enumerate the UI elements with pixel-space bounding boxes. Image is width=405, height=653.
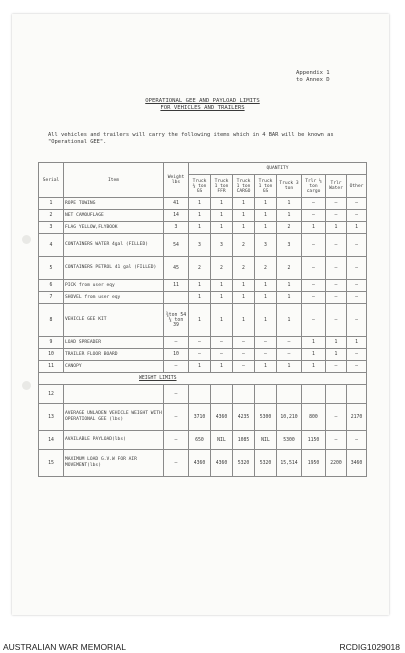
table-row (39, 257, 367, 280)
row-weight: ¾ton 54 ¼ ton 39 (164, 304, 189, 337)
quantity-cell (255, 385, 277, 404)
quantity-cell: 1 (326, 337, 347, 349)
row-item: CONTAINERS PETROL 41 gal (FILLED) (64, 257, 164, 280)
quantity-cell: – (347, 431, 367, 450)
table-row (39, 337, 367, 349)
vehicle-type-header: Trlr Water (326, 175, 347, 198)
quantity-cell: – (326, 431, 347, 450)
quantity-cell (302, 385, 326, 404)
quantity-cell: 1 (302, 337, 326, 349)
document-subtitle: FOR VEHICLES AND TRAILERS (160, 105, 245, 111)
quantity-cell: 1 (255, 361, 277, 373)
quantity-cell: 1 (302, 361, 326, 373)
document-title: OPERATIONAL GEE AND PAYLOAD LIMITS (145, 98, 260, 104)
row-weight: 45 (164, 257, 189, 280)
row-item: TRAILER FLOOR BOARD (64, 349, 164, 361)
quantity-cell: 1 (277, 292, 302, 304)
table-row (39, 280, 367, 292)
quantity-cell: 5300 (277, 431, 302, 450)
quantity-cell: – (302, 210, 326, 222)
quantity-cell: 4360 (211, 404, 233, 431)
quantity-cell: – (302, 198, 326, 210)
quantity-cell (189, 385, 211, 404)
quantity-cell: 4360 (211, 450, 233, 477)
footer-source: AUSTRALIAN WAR MEMORIAL (3, 642, 126, 652)
quantity-cell: 1 (277, 198, 302, 210)
row-serial: 12 (39, 385, 64, 404)
quantity-cell: 1150 (302, 431, 326, 450)
table-row (39, 234, 367, 257)
row-weight: – (164, 450, 189, 477)
row-weight (164, 292, 189, 304)
quantity-cell: 1 (326, 349, 347, 361)
table-header-row (39, 163, 367, 175)
row-item: AVAILABLE PAYLOAD(lbs) (64, 431, 164, 450)
quantity-cell: 1 (211, 222, 233, 234)
quantity-cell: – (277, 337, 302, 349)
quantity-cell: – (326, 210, 347, 222)
row-weight: 54 (164, 234, 189, 257)
col-weight-header: Weight lbs (164, 163, 189, 198)
quantity-cell: 5320 (255, 450, 277, 477)
quantity-cell: – (347, 349, 367, 361)
table-row (39, 361, 367, 373)
quantity-cell: – (211, 337, 233, 349)
quantity-cell: 1 (347, 337, 367, 349)
quantity-cell: 1 (211, 361, 233, 373)
quantity-cell: 1 (211, 292, 233, 304)
quantity-cell: – (302, 257, 326, 280)
quantity-cell: – (326, 280, 347, 292)
row-serial: 15 (39, 450, 64, 477)
archive-footer (0, 622, 405, 653)
quantity-cell: 1 (277, 304, 302, 337)
quantity-cell: 1 (233, 304, 255, 337)
quantity-cell: 2200 (326, 450, 347, 477)
quantity-cell: 650 (189, 431, 211, 450)
quantity-cell (326, 385, 347, 404)
row-weight: – (164, 361, 189, 373)
quantity-cell: – (326, 304, 347, 337)
vehicle-type-header: Trlr ¼ ton cargo (302, 175, 326, 198)
row-weight: – (164, 385, 189, 404)
row-serial: 10 (39, 349, 64, 361)
quantity-cell: – (326, 234, 347, 257)
quantity-cell: 1 (255, 210, 277, 222)
vehicle-type-header: Truck ¾ ton GS (189, 175, 211, 198)
row-weight: 41 (164, 198, 189, 210)
quantity-cell: – (326, 361, 347, 373)
row-serial: 3 (39, 222, 64, 234)
quantity-cell: – (302, 234, 326, 257)
row-item: NET CAMOUFLAGE (64, 210, 164, 222)
quantity-cell: 1 (233, 222, 255, 234)
quantity-cell: – (347, 280, 367, 292)
quantity-cell: 1 (211, 304, 233, 337)
table-row (39, 304, 367, 337)
quantity-cell: 1 (189, 198, 211, 210)
quantity-cell: 1 (189, 280, 211, 292)
quantity-cell: 1 (277, 280, 302, 292)
quantity-cell: 1 (326, 222, 347, 234)
quantity-cell: 800 (302, 404, 326, 431)
row-item (64, 385, 164, 404)
row-weight: 14 (164, 210, 189, 222)
vehicle-type-header: Truck 1 ton FFR (211, 175, 233, 198)
quantity-cell: – (326, 198, 347, 210)
table-row (39, 210, 367, 222)
row-serial: 2 (39, 210, 64, 222)
quantity-cell: 2 (277, 257, 302, 280)
quantity-cell: 1 (302, 349, 326, 361)
quantity-cell: – (326, 257, 347, 280)
quantity-cell: 2 (255, 257, 277, 280)
row-weight: 10 (164, 349, 189, 361)
quantity-cell: 1 (277, 210, 302, 222)
punch-hole (22, 235, 31, 244)
quantity-cell: 1 (255, 292, 277, 304)
quantity-cell: 1950 (302, 450, 326, 477)
vehicle-type-header: Truck 1 ton CARGO (233, 175, 255, 198)
row-item: MAXIMUM LOAD G.V.W FOR AIR MOVEMENT(lbs) (64, 450, 164, 477)
col-item-header: Item (64, 163, 164, 198)
quantity-cell: 1 (277, 361, 302, 373)
row-serial: 5 (39, 257, 64, 280)
quantity-cell: 1 (211, 210, 233, 222)
quantity-cell: 10,210 (277, 404, 302, 431)
quantity-cell: – (233, 337, 255, 349)
quantity-cell: 3460 (347, 450, 367, 477)
row-serial: 11 (39, 361, 64, 373)
col-quantity-header: QUANTITY (189, 163, 367, 175)
row-serial: 1 (39, 198, 64, 210)
table-row (39, 404, 367, 431)
vehicle-type-header: Truck 3 ton (277, 175, 302, 198)
quantity-cell (347, 385, 367, 404)
row-item: AVERAGE UNLADEN VEHICLE WEIGHT WITH OPERATIONAL GEE (lbs) (64, 404, 164, 431)
quantity-cell: 1 (189, 304, 211, 337)
quantity-cell: 1 (233, 210, 255, 222)
quantity-cell: – (302, 304, 326, 337)
quantity-cell: 2 (189, 257, 211, 280)
row-weight: – (164, 431, 189, 450)
quantity-cell: 1 (347, 222, 367, 234)
appendix-reference: Appendix 1 to Annex D (296, 70, 330, 83)
vehicle-type-header: Other (347, 175, 367, 198)
quantity-cell: – (347, 292, 367, 304)
quantity-cell: 1 (302, 222, 326, 234)
table-row (39, 450, 367, 477)
quantity-cell: – (277, 349, 302, 361)
row-item: SHOVEL from user eqy (64, 292, 164, 304)
quantity-cell: 1 (189, 210, 211, 222)
row-weight: 11 (164, 280, 189, 292)
quantity-cell: 1 (189, 292, 211, 304)
row-serial: 9 (39, 337, 64, 349)
quantity-cell: NIL (255, 431, 277, 450)
quantity-cell: 15,514 (277, 450, 302, 477)
row-serial: 8 (39, 304, 64, 337)
quantity-cell: 1 (211, 198, 233, 210)
quantity-cell: 2 (211, 257, 233, 280)
quantity-cell: – (302, 292, 326, 304)
quantity-cell: – (233, 361, 255, 373)
quantity-cell: – (347, 257, 367, 280)
section-row (39, 373, 367, 385)
row-weight: – (164, 337, 189, 349)
quantity-cell: 3710 (189, 404, 211, 431)
quantity-cell: 1 (189, 222, 211, 234)
quantity-cell: 2 (233, 257, 255, 280)
quantity-cell: – (255, 337, 277, 349)
punch-hole (22, 381, 31, 390)
row-serial: 14 (39, 431, 64, 450)
quantity-cell: 2170 (347, 404, 367, 431)
row-serial: 4 (39, 234, 64, 257)
quantity-cell: 1 (255, 198, 277, 210)
vehicle-type-header: Truck 1 ton GS (255, 175, 277, 198)
table-row (39, 349, 367, 361)
quantity-cell: – (189, 337, 211, 349)
quantity-cell: – (347, 361, 367, 373)
quantity-cell: 1 (233, 198, 255, 210)
quantity-cell: 1 (189, 361, 211, 373)
quantity-cell: 1 (211, 280, 233, 292)
quantity-cell (211, 385, 233, 404)
quantity-cell: 3 (189, 234, 211, 257)
quantity-cell: 5300 (255, 404, 277, 431)
row-item: PICK from user eqy (64, 280, 164, 292)
row-item: CANOPY (64, 361, 164, 373)
quantity-cell: – (347, 234, 367, 257)
gee-table (38, 162, 367, 477)
quantity-cell: – (211, 349, 233, 361)
table-row (39, 431, 367, 450)
quantity-cell: 4235 (233, 404, 255, 431)
row-serial: 7 (39, 292, 64, 304)
row-weight: – (164, 404, 189, 431)
row-item: CONTAINERS WATER 4gal (FILLED) (64, 234, 164, 257)
quantity-cell: 2 (277, 222, 302, 234)
quantity-cell: 1 (255, 304, 277, 337)
quantity-cell: 4360 (189, 450, 211, 477)
quantity-cell: 3 (255, 234, 277, 257)
table-row (39, 292, 367, 304)
quantity-cell: 1 (233, 280, 255, 292)
quantity-cell: – (302, 280, 326, 292)
row-serial: 6 (39, 280, 64, 292)
quantity-cell: – (326, 292, 347, 304)
quantity-cell: 1 (255, 280, 277, 292)
quantity-cell: 2 (233, 234, 255, 257)
table-row (39, 198, 367, 210)
quantity-cell: 3 (277, 234, 302, 257)
table-row (39, 385, 367, 404)
quantity-cell: – (233, 349, 255, 361)
quantity-cell: 1 (233, 292, 255, 304)
row-item: LOAD SPREADER (64, 337, 164, 349)
weight-limits-heading: WEIGHT LIMITS (39, 373, 367, 385)
quantity-cell: – (326, 404, 347, 431)
footer-reference: RCDIG1029018 (339, 642, 400, 652)
row-serial: 13 (39, 404, 64, 431)
quantity-cell (233, 385, 255, 404)
row-item: VEHICLE GEE KIT (64, 304, 164, 337)
col-serial-header: Serial (39, 163, 64, 198)
row-item: ROPE TOWING (64, 198, 164, 210)
row-weight: 3 (164, 222, 189, 234)
quantity-cell (277, 385, 302, 404)
row-item: FLAG YELLOW,FLYBOOK (64, 222, 164, 234)
quantity-cell: 3 (211, 234, 233, 257)
quantity-cell: 1085 (233, 431, 255, 450)
intro-paragraph: All vehicles and trailers will carry the following items which in 4 BAR will be known as "Operational GEE". (48, 132, 334, 145)
quantity-cell: – (347, 198, 367, 210)
quantity-cell: – (189, 349, 211, 361)
table-row (39, 222, 367, 234)
quantity-cell: – (347, 210, 367, 222)
quantity-cell: – (255, 349, 277, 361)
quantity-cell: 1 (255, 222, 277, 234)
quantity-cell: 5320 (233, 450, 255, 477)
quantity-cell: NIL (211, 431, 233, 450)
quantity-cell: – (347, 304, 367, 337)
